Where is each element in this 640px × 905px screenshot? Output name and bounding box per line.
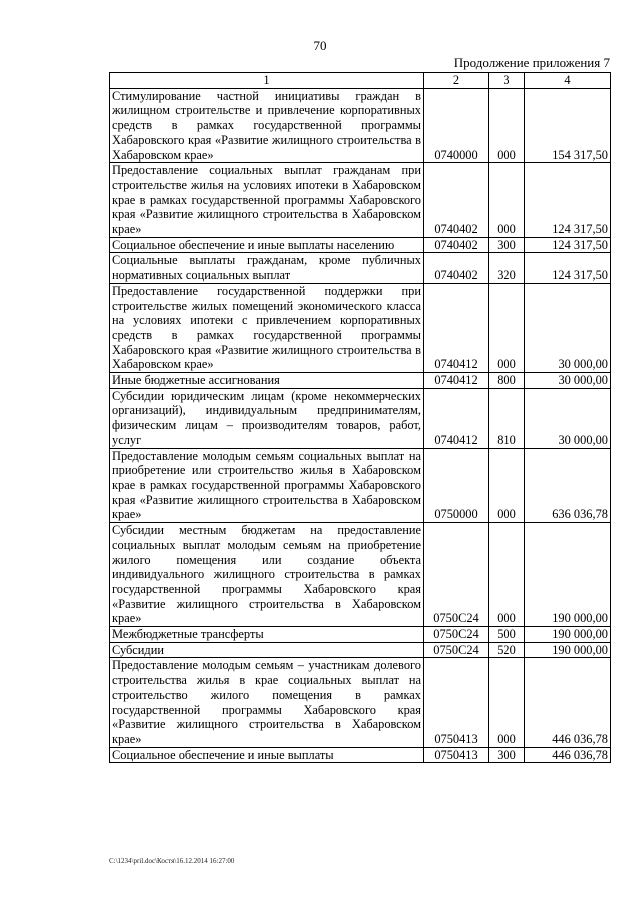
row-amount: 124 317,50 xyxy=(525,253,611,283)
appendix-continuation-label: Продолжение приложения 7 xyxy=(453,55,610,70)
row-amount: 190 000,00 xyxy=(525,627,611,643)
row-amount: 190 000,00 xyxy=(525,523,611,627)
header-col-3: 3 xyxy=(489,73,525,89)
row-amount: 154 317,50 xyxy=(525,88,611,163)
table-row xyxy=(110,747,611,763)
row-expense-kind: 300 xyxy=(489,747,525,763)
row-target-code: 0740412 xyxy=(424,283,489,372)
row-expense-kind: 000 xyxy=(489,88,525,163)
row-name: Межбюджетные трансферты xyxy=(110,627,424,643)
row-target-code: 0740402 xyxy=(424,237,489,253)
budget-table xyxy=(109,72,611,763)
row-target-code: 0750413 xyxy=(424,747,489,763)
row-expense-kind: 800 xyxy=(489,373,525,389)
row-amount: 30 000,00 xyxy=(525,388,611,448)
row-amount: 124 317,50 xyxy=(525,163,611,238)
row-amount: 446 036,78 xyxy=(525,658,611,747)
row-target-code: 0750000 xyxy=(424,448,489,523)
header-col-4: 4 xyxy=(525,73,611,89)
table-row xyxy=(110,163,611,238)
table-row xyxy=(110,283,611,372)
table-row xyxy=(110,373,611,389)
table-row xyxy=(110,88,611,163)
row-name: Предоставление социальных выплат гражданам при строительстве жилья на условиях ипотеки в Хабаровском крае в рамках государственной программы Хабаровского края «Развитие жилищного строительства в Хабаровском крае» xyxy=(110,163,424,238)
header-col-2: 2 xyxy=(424,73,489,89)
row-name: Социальное обеспечение и иные выплаты населению xyxy=(110,237,424,253)
row-amount: 446 036,78 xyxy=(525,747,611,763)
row-name: Предоставление молодым семьям – участникам долевого строительства жилья в крае социальных выплат на строительство жилого помещения в рамках государственной программы Хабаровского края «Развитие жилищного строительства в Хабаровском крае» xyxy=(110,658,424,747)
table-row xyxy=(110,627,611,643)
row-target-code: 0740402 xyxy=(424,253,489,283)
table-row xyxy=(110,658,611,747)
row-expense-kind: 320 xyxy=(489,253,525,283)
row-name: Социальные выплаты гражданам, кроме публичных нормативных социальных выплат xyxy=(110,253,424,283)
row-amount: 636 036,78 xyxy=(525,448,611,523)
row-name: Социальное обеспечение и иные выплаты xyxy=(110,747,424,763)
row-name: Предоставление государственной поддержки при строительстве жилых помещений экономического класса на условиях ипотеки с привлечением корпоративных средств в рамках государственной программы Хабаровского края «Развитие жилищного строительства в Хабаровском крае» xyxy=(110,283,424,372)
row-expense-kind: 000 xyxy=(489,163,525,238)
row-target-code: 0740412 xyxy=(424,388,489,448)
row-name: Предоставление молодым семьям социальных выплат на приобретение или строительство жилья в Хабаровском крае в рамках государственной программы Хабаровского края «Развитие жилищного строительства в Хабаровском крае» xyxy=(110,448,424,523)
row-target-code: 0740000 xyxy=(424,88,489,163)
table-row xyxy=(110,523,611,627)
row-target-code: 0750С24 xyxy=(424,642,489,658)
row-amount: 190 000,00 xyxy=(525,642,611,658)
header-col-1: 1 xyxy=(110,73,424,89)
row-name: Субсидии местным бюджетам на предоставление социальных выплат молодым семьям на приобретение жилого помещения или создание объекта индивидуального жилищного строительства в рамках государственной программы Хабаровского края «Развитие жилищного строительства в Хабаровском крае» xyxy=(110,523,424,627)
page-number: 70 xyxy=(313,38,327,53)
row-target-code: 0740402 xyxy=(424,163,489,238)
row-name: Стимулирование частной инициативы граждан в жилищном строительстве и привлечение корпоративных средств в рамках государственной программы Хабаровского края «Развитие жилищного строительства в Хабаровском крае» xyxy=(110,88,424,163)
table-header-row xyxy=(110,73,611,89)
row-name: Иные бюджетные ассигнования xyxy=(110,373,424,389)
row-amount: 30 000,00 xyxy=(525,373,611,389)
table-row xyxy=(110,237,611,253)
row-expense-kind: 500 xyxy=(489,627,525,643)
row-expense-kind: 000 xyxy=(489,658,525,747)
row-expense-kind: 000 xyxy=(489,523,525,627)
row-target-code: 0750413 xyxy=(424,658,489,747)
row-expense-kind: 810 xyxy=(489,388,525,448)
table-row xyxy=(110,253,611,283)
table-row xyxy=(110,642,611,658)
table-row xyxy=(110,448,611,523)
row-expense-kind: 000 xyxy=(489,448,525,523)
row-name: Субсидии xyxy=(110,642,424,658)
row-name: Субсидии юридическим лицам (кроме некоммерческих организаций), индивидуальным предпринимателям, физическим лицам – производителям товаров, работ, услуг xyxy=(110,388,424,448)
row-target-code: 0750С24 xyxy=(424,523,489,627)
row-expense-kind: 520 xyxy=(489,642,525,658)
row-expense-kind: 000 xyxy=(489,283,525,372)
row-expense-kind: 300 xyxy=(489,237,525,253)
row-amount: 30 000,00 xyxy=(525,283,611,372)
table-row xyxy=(110,388,611,448)
row-target-code: 0740412 xyxy=(424,373,489,389)
row-target-code: 0750С24 xyxy=(424,627,489,643)
row-amount: 124 317,50 xyxy=(525,237,611,253)
document-path-footer: C:\1234\pril.doc\Костя\16.12.2014 16:27:00 xyxy=(109,857,235,865)
